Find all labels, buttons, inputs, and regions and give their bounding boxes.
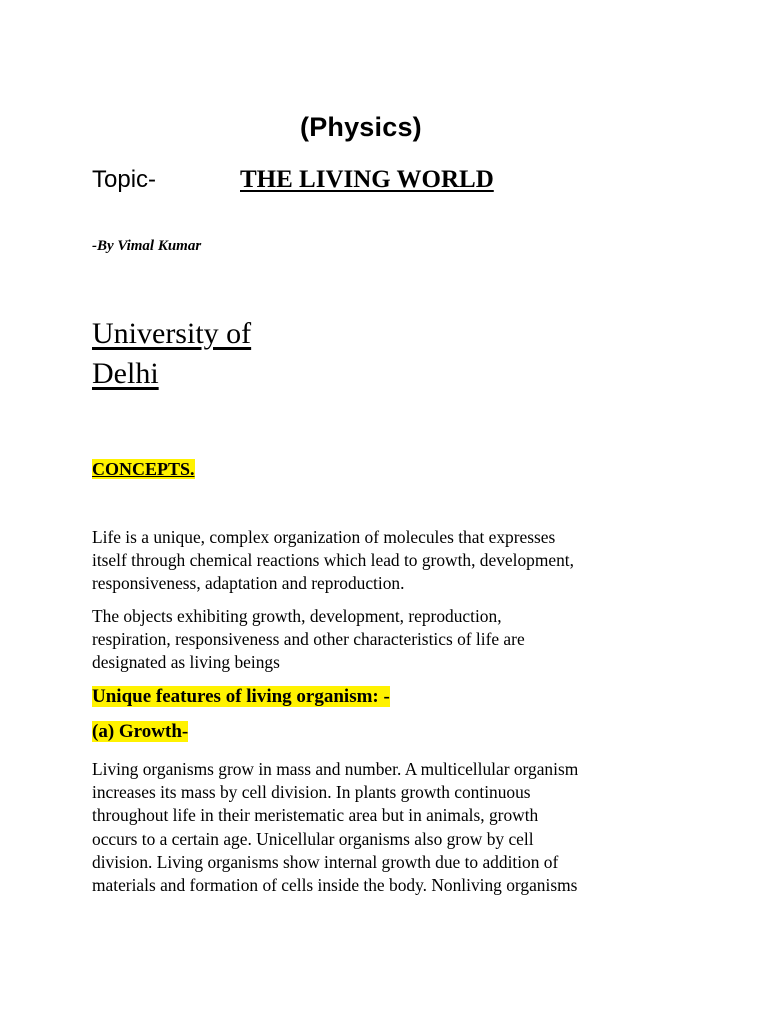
growth-heading-text: (a) Growth- <box>92 721 189 742</box>
paragraph-line: occurs to a certain age. Unicellular organisms also grow by cell <box>92 828 534 849</box>
paragraph-line: Living organisms grow in mass and number. A multicellular organism <box>92 759 579 779</box>
paragraph-growth <box>92 758 712 897</box>
paragraph-line: Life is a unique, complex organization of molecules that expresses <box>92 527 556 547</box>
paragraph-line: designated as living beings <box>92 652 280 673</box>
university-line-2: Delhi <box>92 357 159 390</box>
topic-title: THE LIVING WORLD <box>240 166 494 193</box>
paragraph-line: respiration, responsiveness and other characteristics of life are <box>92 629 525 650</box>
paragraph-line: The objects exhibiting growth, development, reproduction, <box>92 606 502 626</box>
author-line: -By Vimal Kumar <box>92 238 202 254</box>
paragraph-line: materials and formation of cells inside the body. Nonliving organisms <box>92 875 578 896</box>
growth-heading <box>92 721 188 743</box>
paragraph-line: division. Living organisms show internal growth due to addition of <box>92 851 559 872</box>
topic-label: Topic- <box>92 166 157 193</box>
paragraph-line: responsiveness, adaptation and reproduction. <box>92 573 405 594</box>
concepts-heading-text: CONCEPTS. <box>92 459 195 479</box>
paragraph-line: throughout life in their meristematic area but in animals, growth <box>92 805 539 826</box>
features-heading-text: Unique features of living organism: - <box>92 686 390 707</box>
paragraph-living-beings <box>92 605 712 675</box>
paragraph-line: increases its mass by cell division. In plants growth continuous <box>92 782 531 803</box>
features-heading <box>92 686 390 708</box>
concepts-heading <box>92 459 195 480</box>
paragraph-life-definition <box>92 526 712 596</box>
subject-title: (Physics) <box>300 112 422 142</box>
paragraph-line: itself through chemical reactions which lead to growth, development, <box>92 550 574 571</box>
university-name <box>92 314 251 394</box>
university-line-1: University of <box>92 317 252 350</box>
topic-row <box>92 166 692 196</box>
